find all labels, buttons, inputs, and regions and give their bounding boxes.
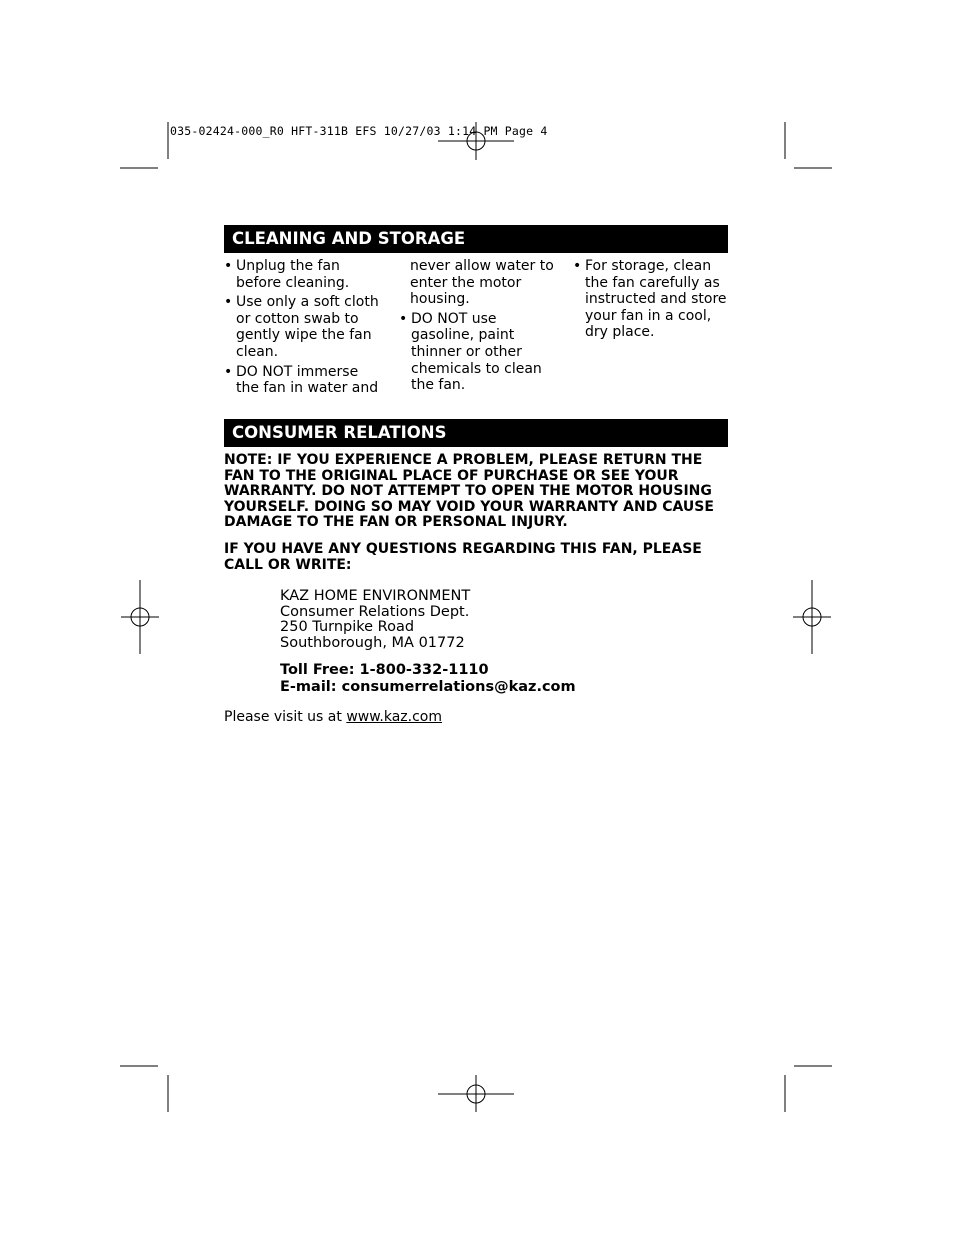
visit-prefix: Please visit us at (224, 709, 347, 725)
list-item-text: Use only a soft cloth or cotton swab to gently wipe the fan clean. (236, 294, 379, 360)
questions-text: IF YOU HAVE ANY QUESTIONS REGARDING THIS FAN, PLEASE CALL OR WRITE: (224, 541, 702, 573)
print-slug: 035-02424-000_R0 HFT-311B EFS 10/27/03 1:14 PM Page 4 (170, 124, 548, 138)
registration-mark-bottom (438, 1075, 514, 1112)
consumer-heading: CONSUMER RELATIONS (224, 419, 728, 447)
address-line: Southborough, MA 01772 (280, 634, 465, 651)
registration-mark-left (121, 580, 159, 654)
list-item-text: For storage, clean the fan carefully as instructed and store your fan in a cool, dry place. (585, 258, 727, 341)
cleaning-heading: CLEANING AND STORAGE (224, 225, 728, 253)
warning-note: NOTE: IF YOU EXPERIENCE A PROBLEM, PLEASE RETURN THE FAN TO THE ORIGINAL PLACE OF PURCHASE OR SEE YOUR WARRANTY. DO NOT ATTEMPT TO OPEN THE MOTOR HOUSING YOURSELF. DOING SO MAY VOID YOUR WARRANTY AND CAUSE DAMAGE TO THE FAN OR PERSONAL INJURY. (224, 452, 714, 531)
list-item-text: DO NOT immerse the fan in water and (236, 363, 379, 397)
list-item-continuation: never allow water to enter the motor housing. (410, 258, 554, 308)
bullet-dot: • (224, 363, 233, 380)
address-line: KAZ HOME ENVIRONMENT (280, 588, 471, 604)
list-item (224, 258, 384, 291)
bullet-dot: • (573, 258, 582, 274)
list-item (224, 294, 384, 360)
bullet-dot: • (224, 294, 233, 311)
list-item (573, 258, 733, 341)
cleaning-column-1 (224, 258, 384, 400)
list-item-text: DO NOT use gasoline, paint thinner or other chemicals to clean the fan. (411, 310, 542, 394)
registration-mark-top (438, 122, 514, 160)
registration-mark-right (793, 580, 831, 654)
toll-free-number: Toll Free: 1-800-332-1110 (280, 662, 489, 678)
address-line: Consumer Relations Dept. (280, 603, 470, 620)
address-line: 250 Turnpike Road (280, 619, 415, 636)
bullet-dot: • (224, 258, 233, 274)
list-item-text: Unplug the fan before cleaning. (236, 258, 350, 291)
visit-line (224, 709, 442, 725)
website-link[interactable]: www.kaz.com (346, 709, 442, 725)
list-item (224, 364, 384, 397)
cleaning-column-3 (573, 258, 733, 344)
email-address: E-mail: consumerrelations@kaz.com (280, 678, 576, 695)
contact-info (280, 662, 576, 695)
list-item (399, 311, 561, 394)
bullet-dot: • (399, 310, 408, 327)
cleaning-column-2 (399, 258, 561, 397)
mailing-address (280, 589, 470, 651)
